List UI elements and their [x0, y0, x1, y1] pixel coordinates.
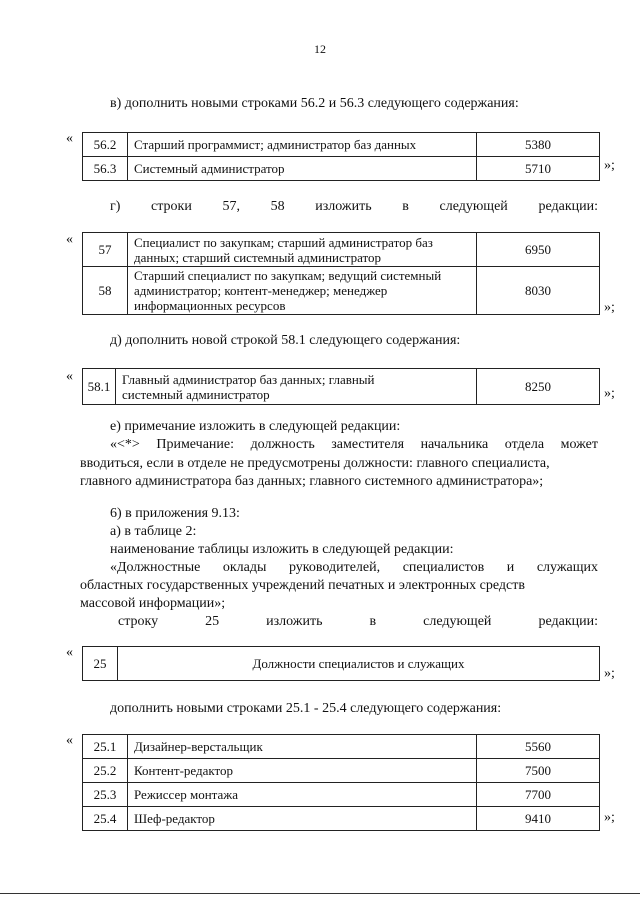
row-number: 56.2: [83, 133, 128, 157]
row-number: 25.2: [83, 759, 128, 783]
note-word: начальника: [420, 437, 489, 452]
close-mark: »;: [604, 158, 615, 173]
line-word: специалистов: [402, 560, 485, 575]
table-25-1-to-25-4: [82, 734, 600, 831]
section-6-line-1: 6) в приложения 9.13:: [110, 506, 240, 521]
line-word: «Должностные: [110, 560, 201, 575]
row-number: 25.4: [83, 807, 128, 831]
row-number: 25.1: [83, 735, 128, 759]
note-line-2: вводиться, если в отделе не предусмотрены должности: главного специалиста,: [80, 456, 550, 471]
line-word: в: [369, 614, 377, 629]
close-mark: »;: [604, 386, 615, 401]
note-word: «<*>: [110, 437, 140, 452]
table-row: [83, 157, 600, 181]
row-text: Шеф-редактор: [128, 807, 477, 831]
close-mark: »;: [604, 666, 615, 681]
section-6-line-3: наименование таблицы изложить в следующей редакции:: [110, 542, 454, 557]
open-quote: «: [66, 232, 73, 247]
row-value: 9410: [477, 807, 600, 831]
row-number: 58: [83, 267, 128, 315]
row-text: [116, 369, 477, 405]
table-row: [83, 369, 600, 405]
note-line-3: главного администратора баз данных; главного системного администратора»;: [80, 474, 544, 489]
line-word: оклады: [222, 560, 267, 575]
line-word: редакции:: [538, 614, 598, 629]
line-word: руководителей,: [288, 560, 381, 575]
row-text: Старший программист; администратор баз данных: [128, 133, 477, 157]
heading-word: изложить: [315, 199, 372, 214]
row-text: Режиссер монтажа: [128, 783, 477, 807]
section-e-heading: е) примечание изложить в следующей редакции:: [110, 419, 401, 434]
heading-word: 58: [270, 199, 285, 214]
row-number: 57: [83, 233, 128, 267]
row-value: 5710: [477, 157, 600, 181]
row-text-line: данных; старший системный администратор: [134, 249, 382, 265]
row-value: 8250: [477, 369, 600, 405]
row-text: Должности специалистов и служащих: [118, 647, 600, 681]
row-text-line: Старший специалист по закупкам; ведущий системный: [134, 268, 442, 283]
row-text-line: администратор; контент-менеджер; менеджер: [134, 283, 388, 298]
note-word: заместителя: [331, 437, 405, 452]
line-word: изложить: [266, 614, 323, 629]
line-word: и: [506, 560, 515, 575]
note-word: Примечание:: [156, 437, 235, 452]
page-bottom-rule: [0, 893, 640, 894]
section-6-line-5: областных государственных учреждений печатных и электронных средств: [80, 578, 525, 593]
close-mark: »;: [604, 300, 615, 315]
section-add-heading: дополнить новыми строками 25.1 - 25.4 следующего содержания:: [110, 701, 502, 716]
table-row: [83, 233, 600, 267]
heading-word: 57,: [222, 199, 240, 214]
section-6-line-2: а) в таблице 2:: [110, 524, 197, 539]
table-row: [83, 759, 600, 783]
note-word: должность: [250, 437, 315, 452]
table-56: [82, 132, 600, 181]
row-text-line: системный администратор: [122, 386, 270, 402]
table-row: [83, 783, 600, 807]
open-quote: «: [66, 131, 73, 146]
row-text: Системный администратор: [128, 157, 477, 181]
table-58-1: [82, 368, 600, 405]
section-6-line-4: [110, 559, 598, 577]
heading-word: г): [110, 199, 121, 214]
row-value: 7700: [477, 783, 600, 807]
row-number: 58.1: [83, 369, 116, 405]
section-6-line-7: [118, 613, 598, 631]
table-row: [83, 133, 600, 157]
section-g-heading: [110, 198, 598, 216]
row-value: 7500: [477, 759, 600, 783]
note-word: может: [560, 437, 598, 452]
line-word: следующей: [423, 614, 492, 629]
table-row: [83, 807, 600, 831]
row-text: Дизайнер-верстальщик: [128, 735, 477, 759]
page-number: 12: [314, 42, 326, 56]
heading-word: в: [402, 199, 409, 214]
row-value: 5560: [477, 735, 600, 759]
close-mark: »;: [604, 810, 615, 825]
table-row: [83, 267, 600, 315]
row-text: Контент-редактор: [128, 759, 477, 783]
row-value: 6950: [477, 233, 600, 267]
section-6-line-6: массовой информации»;: [80, 596, 226, 611]
line-word: строку: [118, 614, 159, 629]
table-57-58: [82, 232, 600, 315]
row-text-line: информационных ресурсов: [134, 298, 286, 313]
row-text: [128, 267, 477, 315]
open-quote: «: [66, 733, 73, 748]
row-text: [128, 233, 477, 267]
row-value: 5380: [477, 133, 600, 157]
row-text-line: Специалист по закупкам; старший администратор баз: [134, 234, 433, 250]
row-number: 25: [83, 647, 118, 681]
row-number: 25.3: [83, 783, 128, 807]
section-v-heading: в) дополнить новыми строками 56.2 и 56.3 следующего содержания:: [110, 96, 519, 111]
line-word: 25: [205, 614, 220, 629]
open-quote: «: [66, 369, 73, 384]
heading-word: редакции:: [538, 199, 598, 214]
row-value: 8030: [477, 267, 600, 315]
note-word: отдела: [504, 437, 545, 452]
section-d-heading: д) дополнить новой строкой 58.1 следующего содержания:: [110, 333, 461, 348]
table-row: [83, 735, 600, 759]
line-word: служащих: [536, 560, 598, 575]
table-row: [83, 647, 600, 681]
table-25: [82, 646, 600, 681]
heading-word: следующей: [439, 199, 508, 214]
row-text-line: Главный администратор баз данных; главный: [122, 371, 375, 387]
open-quote: «: [66, 645, 73, 660]
row-number: 56.3: [83, 157, 128, 181]
heading-word: строки: [151, 199, 192, 214]
note-line-1: [110, 436, 598, 454]
